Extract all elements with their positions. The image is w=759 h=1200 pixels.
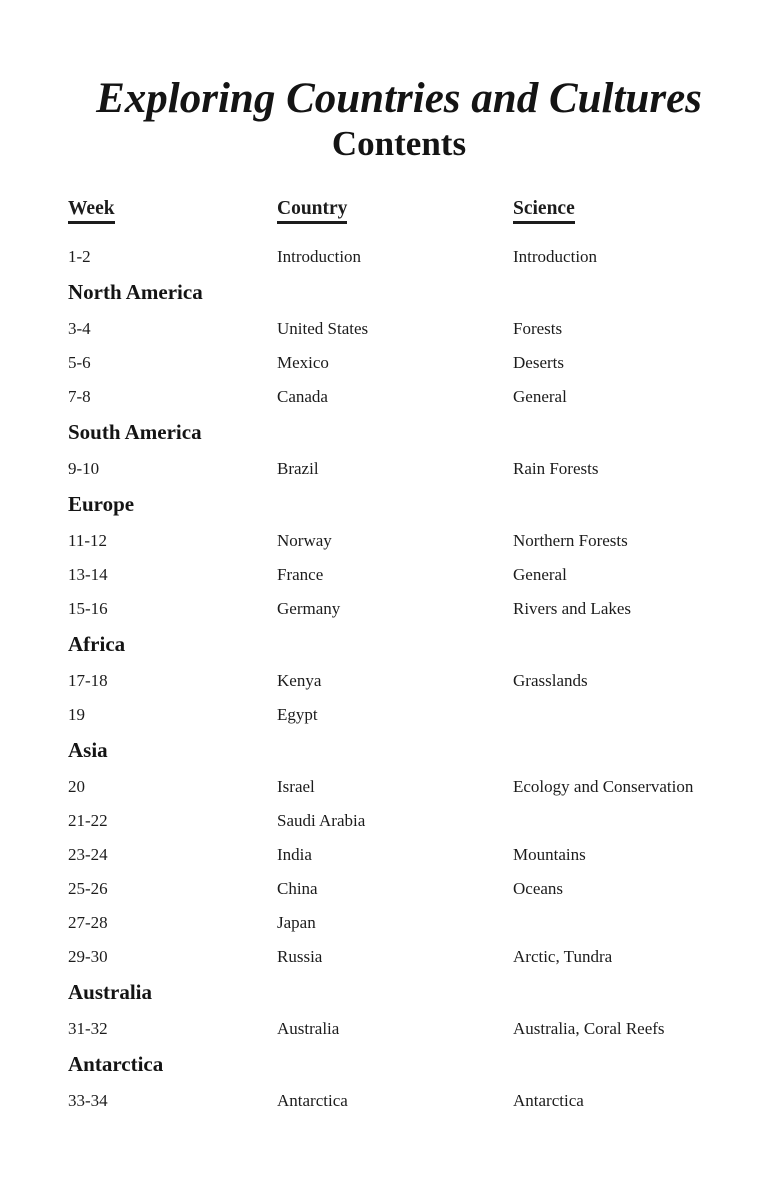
cell-country: Mexico [277, 352, 329, 372]
table-row [68, 312, 730, 346]
column-header-country-label: Country [277, 198, 347, 224]
table-row [68, 558, 730, 592]
cell-country: Saudi Arabia [277, 810, 366, 830]
cell-science: Forests [513, 318, 563, 338]
cell-week: 1-2 [68, 246, 91, 266]
cell-country: Brazil [277, 458, 319, 478]
section-header-row [68, 486, 730, 524]
section-header-row [68, 274, 730, 312]
table-row [68, 1012, 730, 1046]
table-row [68, 524, 730, 558]
table-row [68, 452, 730, 486]
cell-country: India [277, 844, 312, 864]
section-header-row [68, 414, 730, 452]
section-label: Africa [68, 632, 126, 657]
cell-science: Mountains [513, 844, 586, 864]
table-row [68, 804, 730, 838]
cell-country: United States [277, 318, 369, 338]
cell-week: 13-14 [68, 564, 108, 584]
table-row [68, 592, 730, 626]
cell-week: 7-8 [68, 386, 91, 406]
section-header-row [68, 1046, 730, 1084]
cell-science: Rain Forests [513, 458, 599, 478]
column-header-science-label: Science [513, 198, 575, 224]
column-header-week-label: Week [68, 198, 115, 224]
table-row [68, 872, 730, 906]
cell-science: Northern Forests [513, 530, 628, 550]
document-title: Exploring Countries and Cultures [96, 75, 702, 122]
cell-country: France [277, 564, 324, 584]
cell-week: 25-26 [68, 878, 108, 898]
table-row [68, 346, 730, 380]
table-row [68, 770, 730, 804]
cell-week: 3-4 [68, 318, 91, 338]
section-header-row [68, 626, 730, 664]
column-header-week [68, 198, 277, 224]
cell-country: Russia [277, 946, 323, 966]
section-label: South America [68, 420, 202, 445]
cell-week: 5-6 [68, 352, 91, 372]
column-header-country [277, 198, 513, 224]
table-row [68, 906, 730, 940]
contents-table [68, 198, 730, 1118]
cell-week: 15-16 [68, 598, 108, 618]
cell-country: Japan [277, 912, 316, 932]
cell-country: Kenya [277, 670, 322, 690]
cell-country: Australia [277, 1018, 340, 1038]
section-header-row [68, 974, 730, 1012]
cell-science: Ecology and Conservation [513, 776, 694, 796]
table-row [68, 1084, 730, 1118]
cell-country: Germany [277, 598, 341, 618]
cell-science: Grasslands [513, 670, 588, 690]
cell-week: 17-18 [68, 670, 108, 690]
cell-science: General [513, 564, 567, 584]
cell-country: Canada [277, 386, 328, 406]
section-label: Europe [68, 492, 135, 517]
cell-science: Australia, Coral Reefs [513, 1018, 665, 1038]
cell-week: 23-24 [68, 844, 108, 864]
table-body [68, 240, 730, 1118]
cell-week: 29-30 [68, 946, 108, 966]
cell-science: Oceans [513, 878, 564, 898]
cell-country: Antarctica [277, 1090, 348, 1110]
table-row [68, 698, 730, 732]
section-label: Australia [68, 980, 152, 1005]
section-label: Asia [68, 738, 108, 763]
section-header-row [68, 732, 730, 770]
cell-country: Egypt [277, 704, 318, 724]
cell-country: China [277, 878, 318, 898]
table-row [68, 664, 730, 698]
cell-week: 27-28 [68, 912, 108, 932]
cell-science: General [513, 386, 567, 406]
cell-science: Arctic, Tundra [513, 946, 613, 966]
cell-week: 21-22 [68, 810, 108, 830]
cell-science: Rivers and Lakes [513, 598, 632, 618]
cell-week: 11-12 [68, 530, 108, 550]
cell-science: Deserts [513, 352, 564, 372]
cell-week: 9-10 [68, 458, 100, 478]
section-label: Antarctica [68, 1052, 164, 1077]
cell-country: Norway [277, 530, 332, 550]
cell-week: 20 [68, 776, 85, 796]
column-header-science [513, 198, 730, 224]
table-row [68, 380, 730, 414]
cell-country: Israel [277, 776, 315, 796]
cell-country: Introduction [277, 246, 362, 266]
cell-week: 33-34 [68, 1090, 108, 1110]
cell-science: Introduction [513, 246, 598, 266]
cell-science: Antarctica [513, 1090, 584, 1110]
table-row [68, 240, 730, 274]
table-row [68, 838, 730, 872]
table-header-row [68, 198, 730, 240]
cell-week: 19 [68, 704, 85, 724]
table-row [68, 940, 730, 974]
section-label: North America [68, 280, 203, 305]
document-subtitle: Contents [331, 124, 467, 164]
cell-week: 31-32 [68, 1018, 108, 1038]
